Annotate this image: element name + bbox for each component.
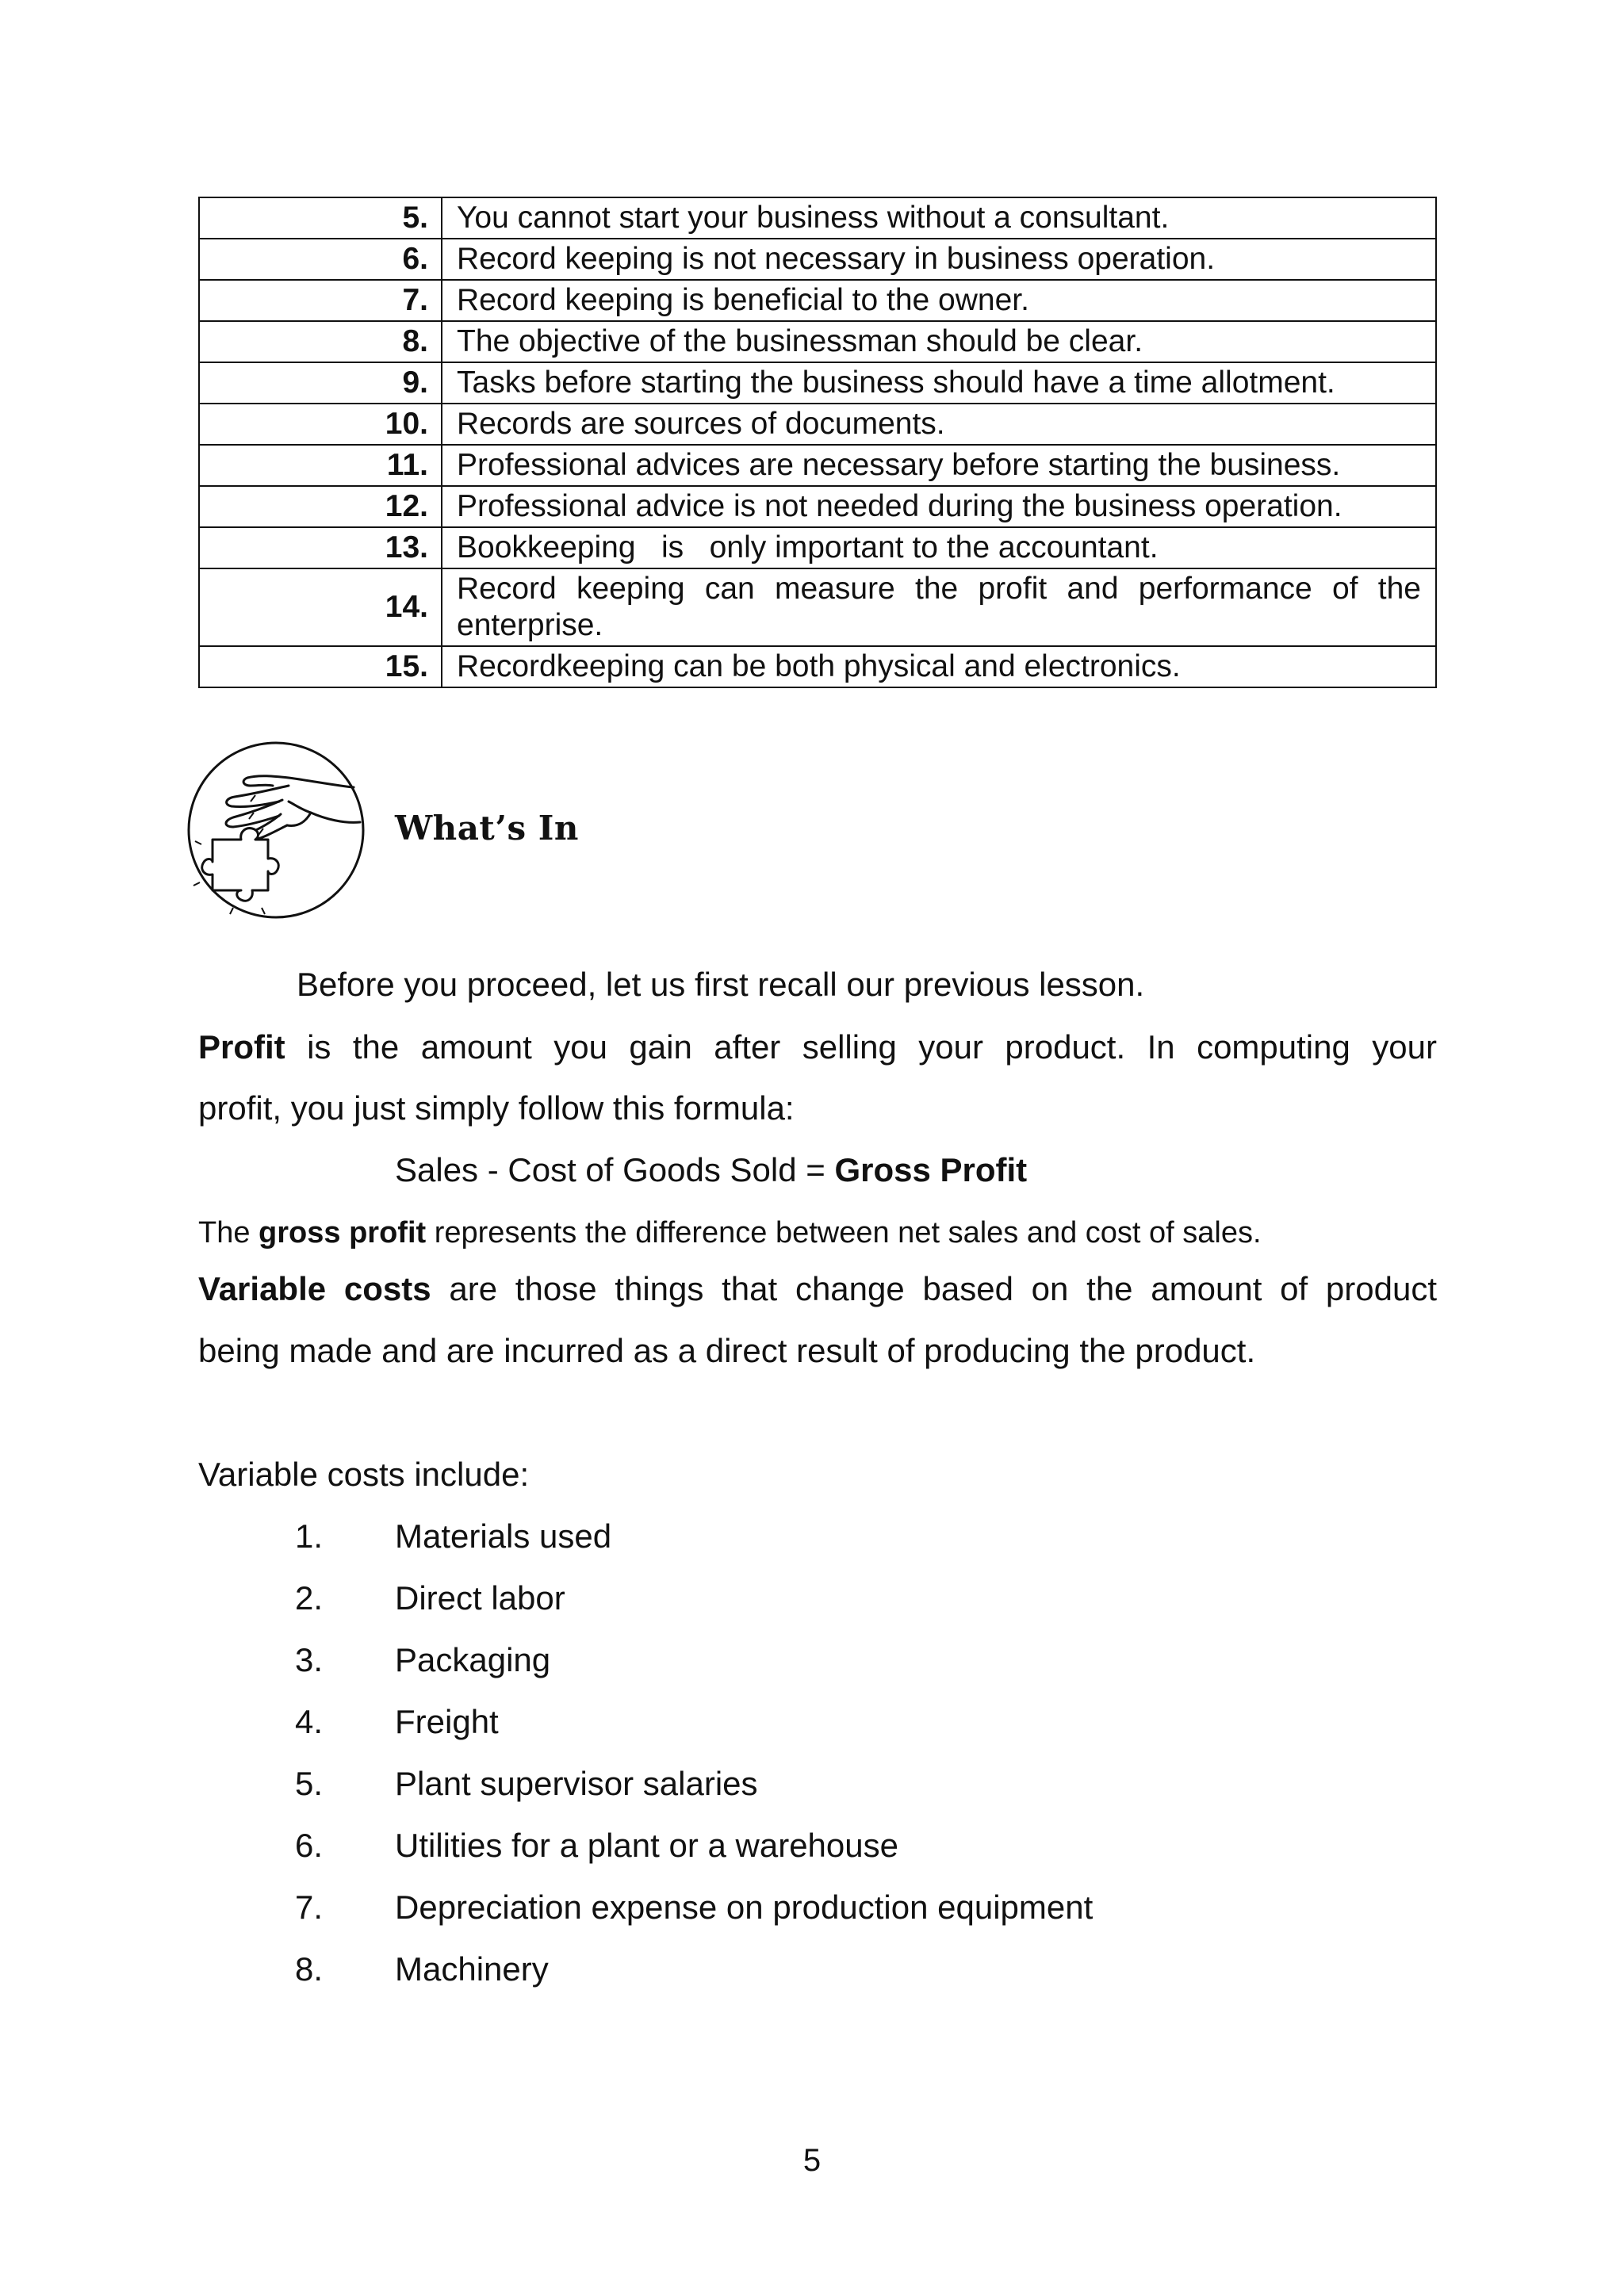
section-title: What’s In [395, 809, 579, 848]
statement-text: Record keeping can measure the profit and performance of the enterprise. [442, 568, 1436, 646]
table-row [199, 568, 1436, 646]
statement-text: Professional advice is not needed during the business operation. [442, 486, 1436, 527]
list-item: Depreciation expense on production equipment [395, 1888, 1094, 1926]
statement-number: 11. [199, 445, 442, 486]
table-row [199, 646, 1436, 687]
list-item-number: 5. [295, 1765, 324, 1802]
table-row [199, 280, 1436, 321]
list-item-number: 8. [295, 1950, 324, 1988]
profit-definition-line1 [198, 1028, 1437, 1066]
statement-number: 7. [199, 280, 442, 321]
statement-number: 14. [199, 568, 442, 646]
table-row [199, 321, 1436, 362]
list-item-number: 6. [295, 1827, 324, 1864]
variable-costs-list-heading: Variable costs include: [198, 1456, 530, 1493]
table-row [199, 445, 1436, 486]
list-item-number: 2. [295, 1579, 324, 1617]
table-row [199, 527, 1436, 568]
hand-puzzle-piece-icon [186, 740, 366, 920]
list-item: Plant supervisor salaries [395, 1765, 758, 1802]
list-item-number: 4. [295, 1703, 324, 1740]
list-item-number: 1. [295, 1517, 324, 1555]
statement-number: 8. [199, 321, 442, 362]
table-row [199, 486, 1436, 527]
statement-text: Records are sources of documents. [442, 404, 1436, 445]
table-row [199, 404, 1436, 445]
page-number: 5 [802, 2143, 822, 2178]
table-row [199, 197, 1436, 239]
statement-number: 10. [199, 404, 442, 445]
variable-costs-text: are those things that change based on the amount of product [431, 1270, 1438, 1307]
variable-costs-definition-line2: being made and are incurred as a direct result of producing the product. [198, 1332, 1256, 1369]
formula-text: Sales - Cost of Goods Sold = [395, 1151, 835, 1188]
statement-number: 12. [199, 486, 442, 527]
list-item: Packaging [395, 1641, 551, 1678]
statement-text: Professional advices are necessary before starting the business. [442, 445, 1436, 486]
list-item: Freight [395, 1703, 499, 1740]
statement-number: 9. [199, 362, 442, 404]
statement-text: Tasks before starting the business should have a time allotment. [442, 362, 1436, 404]
profit-definition-line2: profit, you just simply follow this formula: [198, 1089, 795, 1127]
list-item: Machinery [395, 1950, 549, 1988]
gross-profit-term: gross profit [259, 1216, 427, 1249]
list-item-number: 3. [295, 1641, 324, 1678]
profit-term: Profit [198, 1028, 285, 1066]
gross-profit-prefix: The [198, 1216, 259, 1249]
statement-text: Recordkeeping can be both physical and electronics. [442, 646, 1436, 687]
statement-text: Bookkeeping is only important to the accountant. [442, 527, 1436, 568]
statement-number: 6. [199, 239, 442, 280]
statements-table [198, 197, 1437, 688]
gross-profit-definition [198, 1216, 1437, 1250]
statement-text: You cannot start your business without a consultant. [442, 197, 1436, 239]
variable-costs-term: Variable costs [198, 1270, 431, 1307]
intro-text: Before you proceed, let us first recall our previous lesson. [297, 966, 1145, 1003]
list-item: Direct labor [395, 1579, 565, 1617]
gross-profit-formula [395, 1151, 1027, 1189]
statement-number: 15. [199, 646, 442, 687]
statement-number: 5. [199, 197, 442, 239]
list-item: Utilities for a plant or a warehouse [395, 1827, 898, 1864]
statement-text: Record keeping is not necessary in business operation. [442, 239, 1436, 280]
statement-text: The objective of the businessman should be clear. [442, 321, 1436, 362]
table-row [199, 239, 1436, 280]
statement-number: 13. [199, 527, 442, 568]
formula-result: Gross Profit [834, 1151, 1028, 1188]
list-item-number: 7. [295, 1888, 324, 1926]
list-item: Materials used [395, 1517, 612, 1555]
variable-costs-definition-line1 [198, 1270, 1437, 1308]
statement-text: Record keeping is beneficial to the owner. [442, 280, 1436, 321]
gross-profit-text: represents the difference between net sales and cost of sales. [426, 1216, 1262, 1249]
profit-definition-text: is the amount you gain after selling your product. In computing your [285, 1028, 1437, 1066]
table-row [199, 362, 1436, 404]
